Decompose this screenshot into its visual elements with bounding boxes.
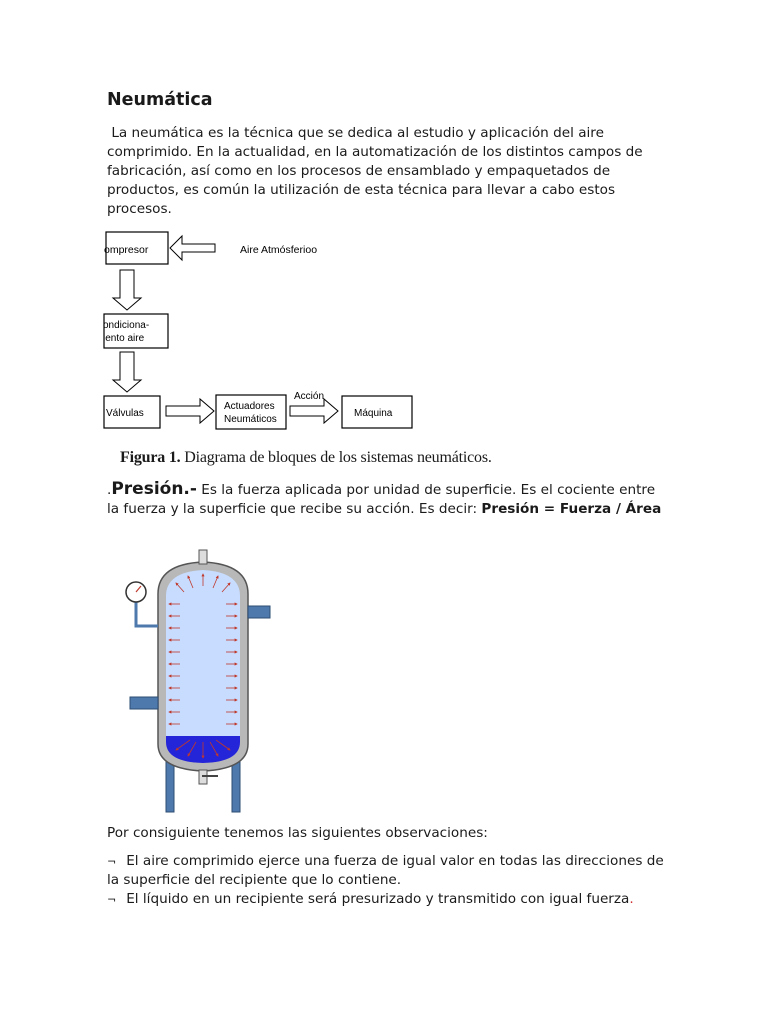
- right-arrow-1: [166, 399, 214, 423]
- actuadores-label-2: Neumáticos: [224, 414, 277, 425]
- pressure-lead: .: [107, 482, 112, 498]
- valvulas-label: Válvulas: [106, 408, 144, 419]
- intake-arrow: [170, 236, 215, 260]
- observations-list: [107, 852, 667, 909]
- accion-label: Acción: [294, 391, 325, 402]
- actuadores-label-1: Actuadores: [224, 401, 275, 412]
- pressure-vessel-illustration: [118, 544, 278, 816]
- top-valve: [199, 550, 207, 564]
- right-arrow-2: [290, 399, 338, 423]
- left-pipe: [130, 697, 158, 709]
- pressure-definition: [107, 480, 667, 519]
- pressure-term: Presión.-: [111, 479, 197, 499]
- observation-item-2: [107, 890, 667, 909]
- maquina-label: Máquina: [354, 408, 393, 419]
- right-pipe: [248, 606, 270, 618]
- down-arrow-1: [113, 270, 141, 310]
- caption-label: Figura 1.: [120, 449, 181, 466]
- pressure-formula: Presión = Fuerza / Área: [481, 501, 662, 517]
- intro-paragraph: La neumática es la técnica que se dedica al estudio y aplicación del aire comprimido. En la actualidad, en la automatización de los distintos campos de fabricación, así como en los procesos de ensamblado y empaquetados de productos, es común la utilización de esta técnica para llevar a cabo estos procesos.: [107, 125, 647, 217]
- observation-text-2: El líquido en un recipiente será presurizado y transmitido con igual fuerza: [126, 891, 630, 907]
- acondicionamiento-label-1: ondiciona-: [103, 320, 150, 331]
- acondicionamiento-label-2: iento aire: [103, 333, 145, 344]
- observation-text-1: El aire comprimido ejerce una fuerza de igual valor en todas las direcciones de la superficie del recipiente que lo contiene.: [107, 853, 664, 888]
- page-heading: Neumática: [107, 90, 213, 110]
- observation-item-1: [107, 852, 667, 890]
- pressure-definition-text: Es la fuerza aplicada por unidad de superficie. Es el cociente entre la fuerza y la superficie que recibe su acción. Es decir:: [107, 482, 656, 517]
- compresor-label: ompresor: [104, 244, 149, 256]
- aire-atmosferico-label: Aire Atmósferioo: [240, 244, 318, 256]
- bullet-icon: ¬: [107, 893, 117, 906]
- block-diagram: [100, 226, 430, 440]
- gauge-pipe: [136, 602, 158, 626]
- vessel-interior: [166, 570, 240, 736]
- caption-text: Diagrama de bloques de los sistemas neumáticos.: [184, 449, 492, 466]
- observations-intro: Por consiguiente tenemos las siguientes observaciones:: [107, 825, 488, 841]
- down-arrow-2: [113, 352, 141, 392]
- bullet-icon: ¬: [107, 855, 117, 868]
- observation-end-mark: .: [629, 891, 634, 907]
- figure-caption: [120, 449, 492, 467]
